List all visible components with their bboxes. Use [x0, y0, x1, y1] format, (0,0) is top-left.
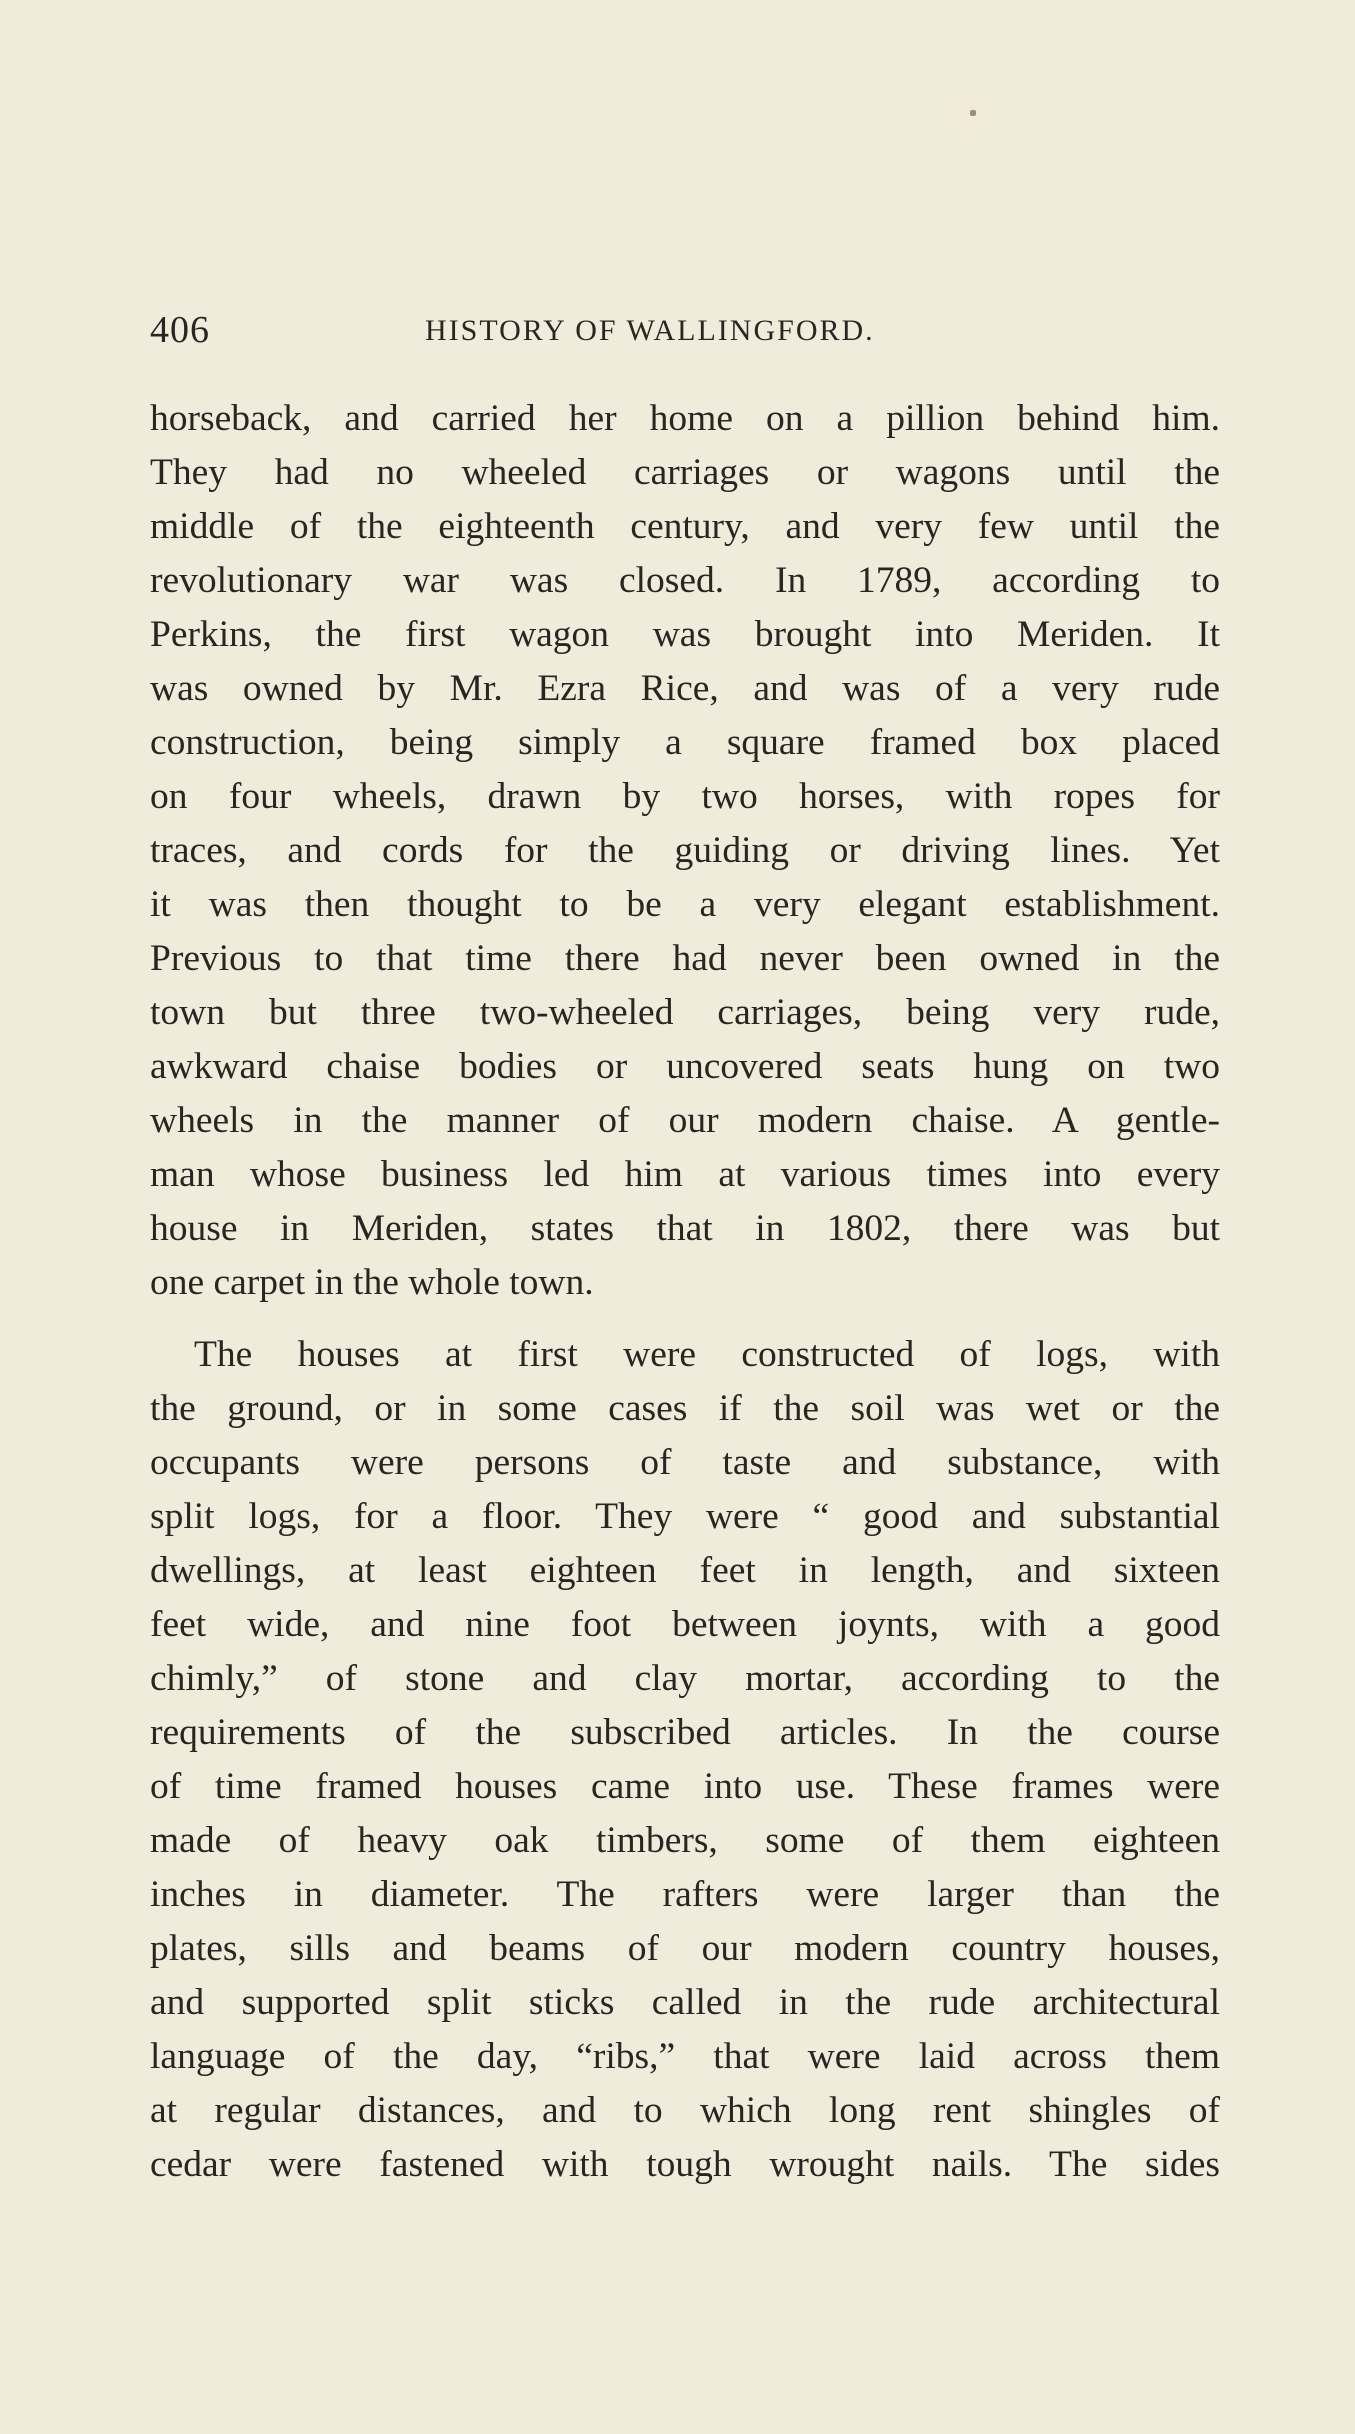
text-line: cedar were fastened with tough wrought nails. The sides	[150, 2144, 1220, 2185]
text-line: split logs, for a floor. They were “ good and substantial	[150, 1496, 1220, 1537]
text-line: the ground, or in some cases if the soil was wet or the	[150, 1388, 1220, 1429]
text-line: awkward chaise bodies or uncovered seats hung on two	[150, 1046, 1220, 1087]
running-title: HISTORY OF WALLINGFORD.	[425, 314, 875, 347]
text-line: Perkins, the first wagon was brought into Meriden. It	[150, 614, 1220, 655]
text-line: middle of the eighteenth century, and very few until the	[150, 506, 1220, 547]
text-line: town but three two-wheeled carriages, being very rude,	[150, 992, 1220, 1033]
text-line: They had no wheeled carriages or wagons until the	[150, 452, 1220, 493]
text-line: made of heavy oak timbers, some of them eighteen	[150, 1820, 1220, 1861]
text-line: and supported split sticks called in the rude architectural	[150, 1982, 1220, 2023]
text-line: occupants were persons of taste and substance, with	[150, 1442, 1220, 1483]
text-line: on four wheels, drawn by two horses, with ropes for	[150, 776, 1220, 817]
text-line: one carpet in the whole town.	[150, 1262, 594, 1303]
text-line: was owned by Mr. Ezra Rice, and was of a very rude	[150, 668, 1220, 709]
text-line: man whose business led him at various times into every	[150, 1154, 1220, 1195]
text-line: chimly,” of stone and clay mortar, according to the	[150, 1658, 1220, 1699]
page-header	[150, 308, 1220, 358]
text-line: it was then thought to be a very elegant establishment.	[150, 884, 1220, 925]
text-line: horseback, and carried her home on a pillion behind him.	[150, 398, 1220, 439]
text-line: at regular distances, and to which long rent shingles of	[150, 2090, 1220, 2131]
text-line: The houses at first were constructed of logs, with	[194, 1334, 1220, 1375]
text-line: construction, being simply a square framed box placed	[150, 722, 1220, 763]
text-line: feet wide, and nine foot between joynts, with a good	[150, 1604, 1220, 1645]
text-line: revolutionary war was closed. In 1789, according to	[150, 560, 1220, 601]
text-line: wheels in the manner of our modern chaise. A gentle-	[150, 1100, 1220, 1141]
text-line: inches in diameter. The rafters were larger than the	[150, 1874, 1220, 1915]
text-line: language of the day, “ribs,” that were laid across them	[150, 2036, 1220, 2077]
text-line: Previous to that time there had never been owned in the	[150, 938, 1220, 979]
ink-speck	[970, 110, 976, 116]
text-line: of time framed houses came into use. These frames were	[150, 1766, 1220, 1807]
text-line: traces, and cords for the guiding or driving lines. Yet	[150, 830, 1220, 871]
text-line: house in Meriden, states that in 1802, there was but	[150, 1208, 1220, 1249]
text-line: plates, sills and beams of our modern country houses,	[150, 1928, 1220, 1969]
text-line: dwellings, at least eighteen feet in length, and sixteen	[150, 1550, 1220, 1591]
text-line: requirements of the subscribed articles. In the course	[150, 1712, 1220, 1753]
page-number: 406	[150, 309, 210, 351]
